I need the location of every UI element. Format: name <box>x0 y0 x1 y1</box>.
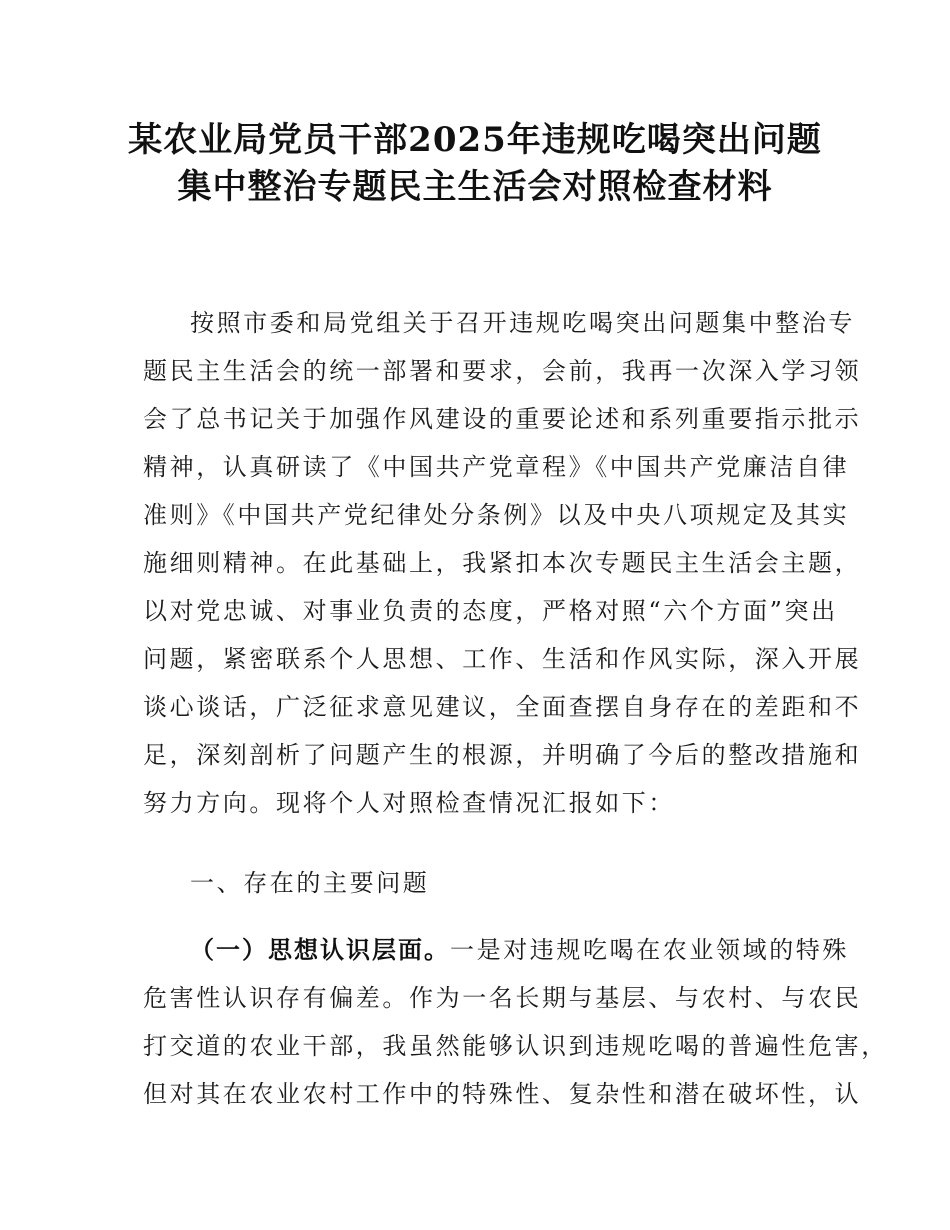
intro-paragraph-line: 谈心谈话，广泛征求意见建议，全面查摆自身存在的差距和不 <box>143 693 862 721</box>
section-heading: 一、存在的主要问题 <box>190 869 430 897</box>
document-title-line-1: 某农业局党员干部2025年违规吃喝突出问题 <box>128 120 822 160</box>
document-title-line-2: 集中整治专题民主生活会对照检查材料 <box>177 167 773 207</box>
subsection-line: 危害性认识存有偏差。作为一名长期与基层、与农村、与农民 <box>143 984 862 1012</box>
intro-paragraph-line: 以对党忠诚、对事业负责的态度，严格对照“六个方面”突出 <box>143 597 838 625</box>
subsection-first-line-text: 一是对违规吃喝在农业领域的特殊 <box>450 936 849 964</box>
subsection-heading: （一）思想认识层面。 <box>190 936 450 964</box>
intro-paragraph-line: 问题，紧密联系个人思想、工作、生活和作风实际，深入开展 <box>143 645 862 673</box>
intro-paragraph-line: 按照市委和局党组关于召开违规吃喝突出问题集中整治专 <box>190 309 855 337</box>
intro-paragraph-line: 会了总书记关于加强作风建设的重要论述和系列重要指示批示 <box>143 405 862 433</box>
intro-paragraph-line: 施细则精神。在此基础上，我紧扣本次专题民主生活会主题， <box>143 549 862 577</box>
subsection-line: 打交道的农业干部，我虽然能够认识到违规吃喝的普遍性危害， <box>143 1032 888 1060</box>
subsection-first-line <box>190 932 849 968</box>
intro-paragraph-line: 努力方向。现将个人对照检查情况汇报如下： <box>143 789 675 817</box>
subsection-line: 但对其在农业农村工作中的特殊性、复杂性和潜在破坏性，认 <box>143 1080 862 1108</box>
intro-paragraph-line: 准则》《中国共产党纪律处分条例》以及中央八项规定及其实 <box>143 501 850 529</box>
intro-paragraph-line: 精神，认真研读了《中国共产党章程》《中国共产党廉洁自律 <box>143 453 850 481</box>
intro-paragraph-line: 题民主生活会的统一部署和要求，会前，我再一次深入学习领 <box>143 357 862 385</box>
intro-paragraph-line: 足，深刻剖析了问题产生的根源，并明确了今后的整改措施和 <box>143 741 862 769</box>
